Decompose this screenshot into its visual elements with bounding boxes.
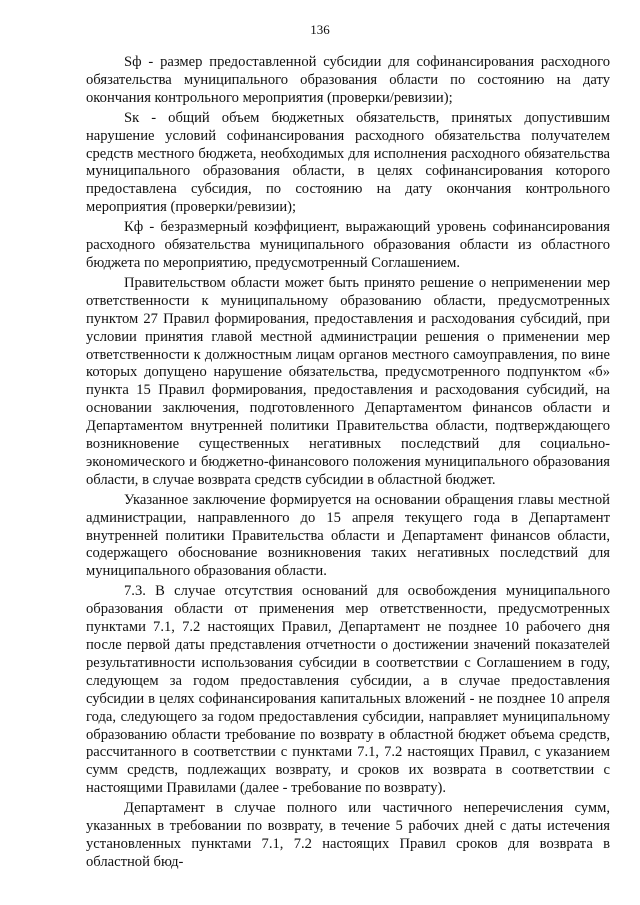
paragraph-sf-definition: Sф - размер предоставленной субсидии для софинансирования расходного обязательства муниципального образования области по состоянию на дату окончания контрольного мероприятия (проверки/ревизии); [86,54,610,106]
paragraph-department-non-transfer: Департамент в случае полного или частичного неперечисления сумм, указанных в требовании по возврату, в течение 5 рабочих дней с даты истечения установленных пунктами 7.1, 7.2 настоящих Правил сроков для возврата в областной бюд- [86,800,610,870]
paragraph-7-3: 7.3. В случае отсутствия оснований для освобождения муниципального образования области от применения мер ответственности, предусмотренных пунктами 7.1, 7.2 настоящих Правил, Департамент не позднее 10 рабочего дня после первой даты представления отчетности о достижении значений показателей результативности использования субсидии в соответствии с Соглашением в году, следующем за годом предоставления субсидии, а в случае предоставления субсидии в целях софинансирования капитальных вложений - не позднее 10 апреля года, следующего за годом предоставления субсидии, направляет муниципальному образованию области требование по возврату в областной бюджет объема средств, рассчитанного в соответствии с пунктами 7.1, 7.2 настоящих Правил, с указанием сумм средств, подлежащих возврату, и сроков их возврата в соответствии с настоящими Правилами (далее - требование по возврату). [86,583,610,797]
paragraph-government-decision: Правительством области может быть принято решение о неприменении мер ответственности к муниципальному образованию области, предусмотренных пунктом 27 Правил формирования, предоставления и расходования субсидий, при условии принятия главой местной администрации решения о применении мер ответственности к должностным лицам органов местного самоуправления, по вине которых допущено нарушение обязательства, предусмотренного подпунктом «б» пункта 15 Правил формирования, предоставления и расходования субсидий, на основании заключения, подготовленного Департаментом финансов области и Департаментом внутренней политики Правительства области, подтверждающего возникновение существенных негативных последствий для социально-экономического и бюджетно-финансового положения муниципального образования области, в случае возврата средств субсидии в областной бюджет. [86,274,610,488]
paragraph-kf-definition: Кф - безразмерный коэффициент, выражающий уровень софинансирования расходного обязательства муниципального образования области из областного бюджета по мероприятию, предусмотренный Соглашением. [86,219,610,271]
body-text [86,54,610,872]
page-number: 136 [310,22,330,37]
paragraph-conclusion-basis: Указанное заключение формируется на основании обращения главы местной администрации, направленного до 15 апреля текущего года в Департамент внутренней политики Правительства области и Департамент финансов области, содержащего обоснование возникновения таких негативных последствий для муниципального образования области. [86,491,610,580]
paragraph-sk-definition: Sк - общий объем бюджетных обязательств, принятых допустившим нарушение условий софинансирования расходного обязательства получателем средств местного бюджета, необходимых для исполнения расходного обязательства муниципального образования области, в целях софинансирования которого предоставлена субсидия, по состоянию на дату окончания контрольного мероприятия (проверки/ревизии); [86,109,610,216]
